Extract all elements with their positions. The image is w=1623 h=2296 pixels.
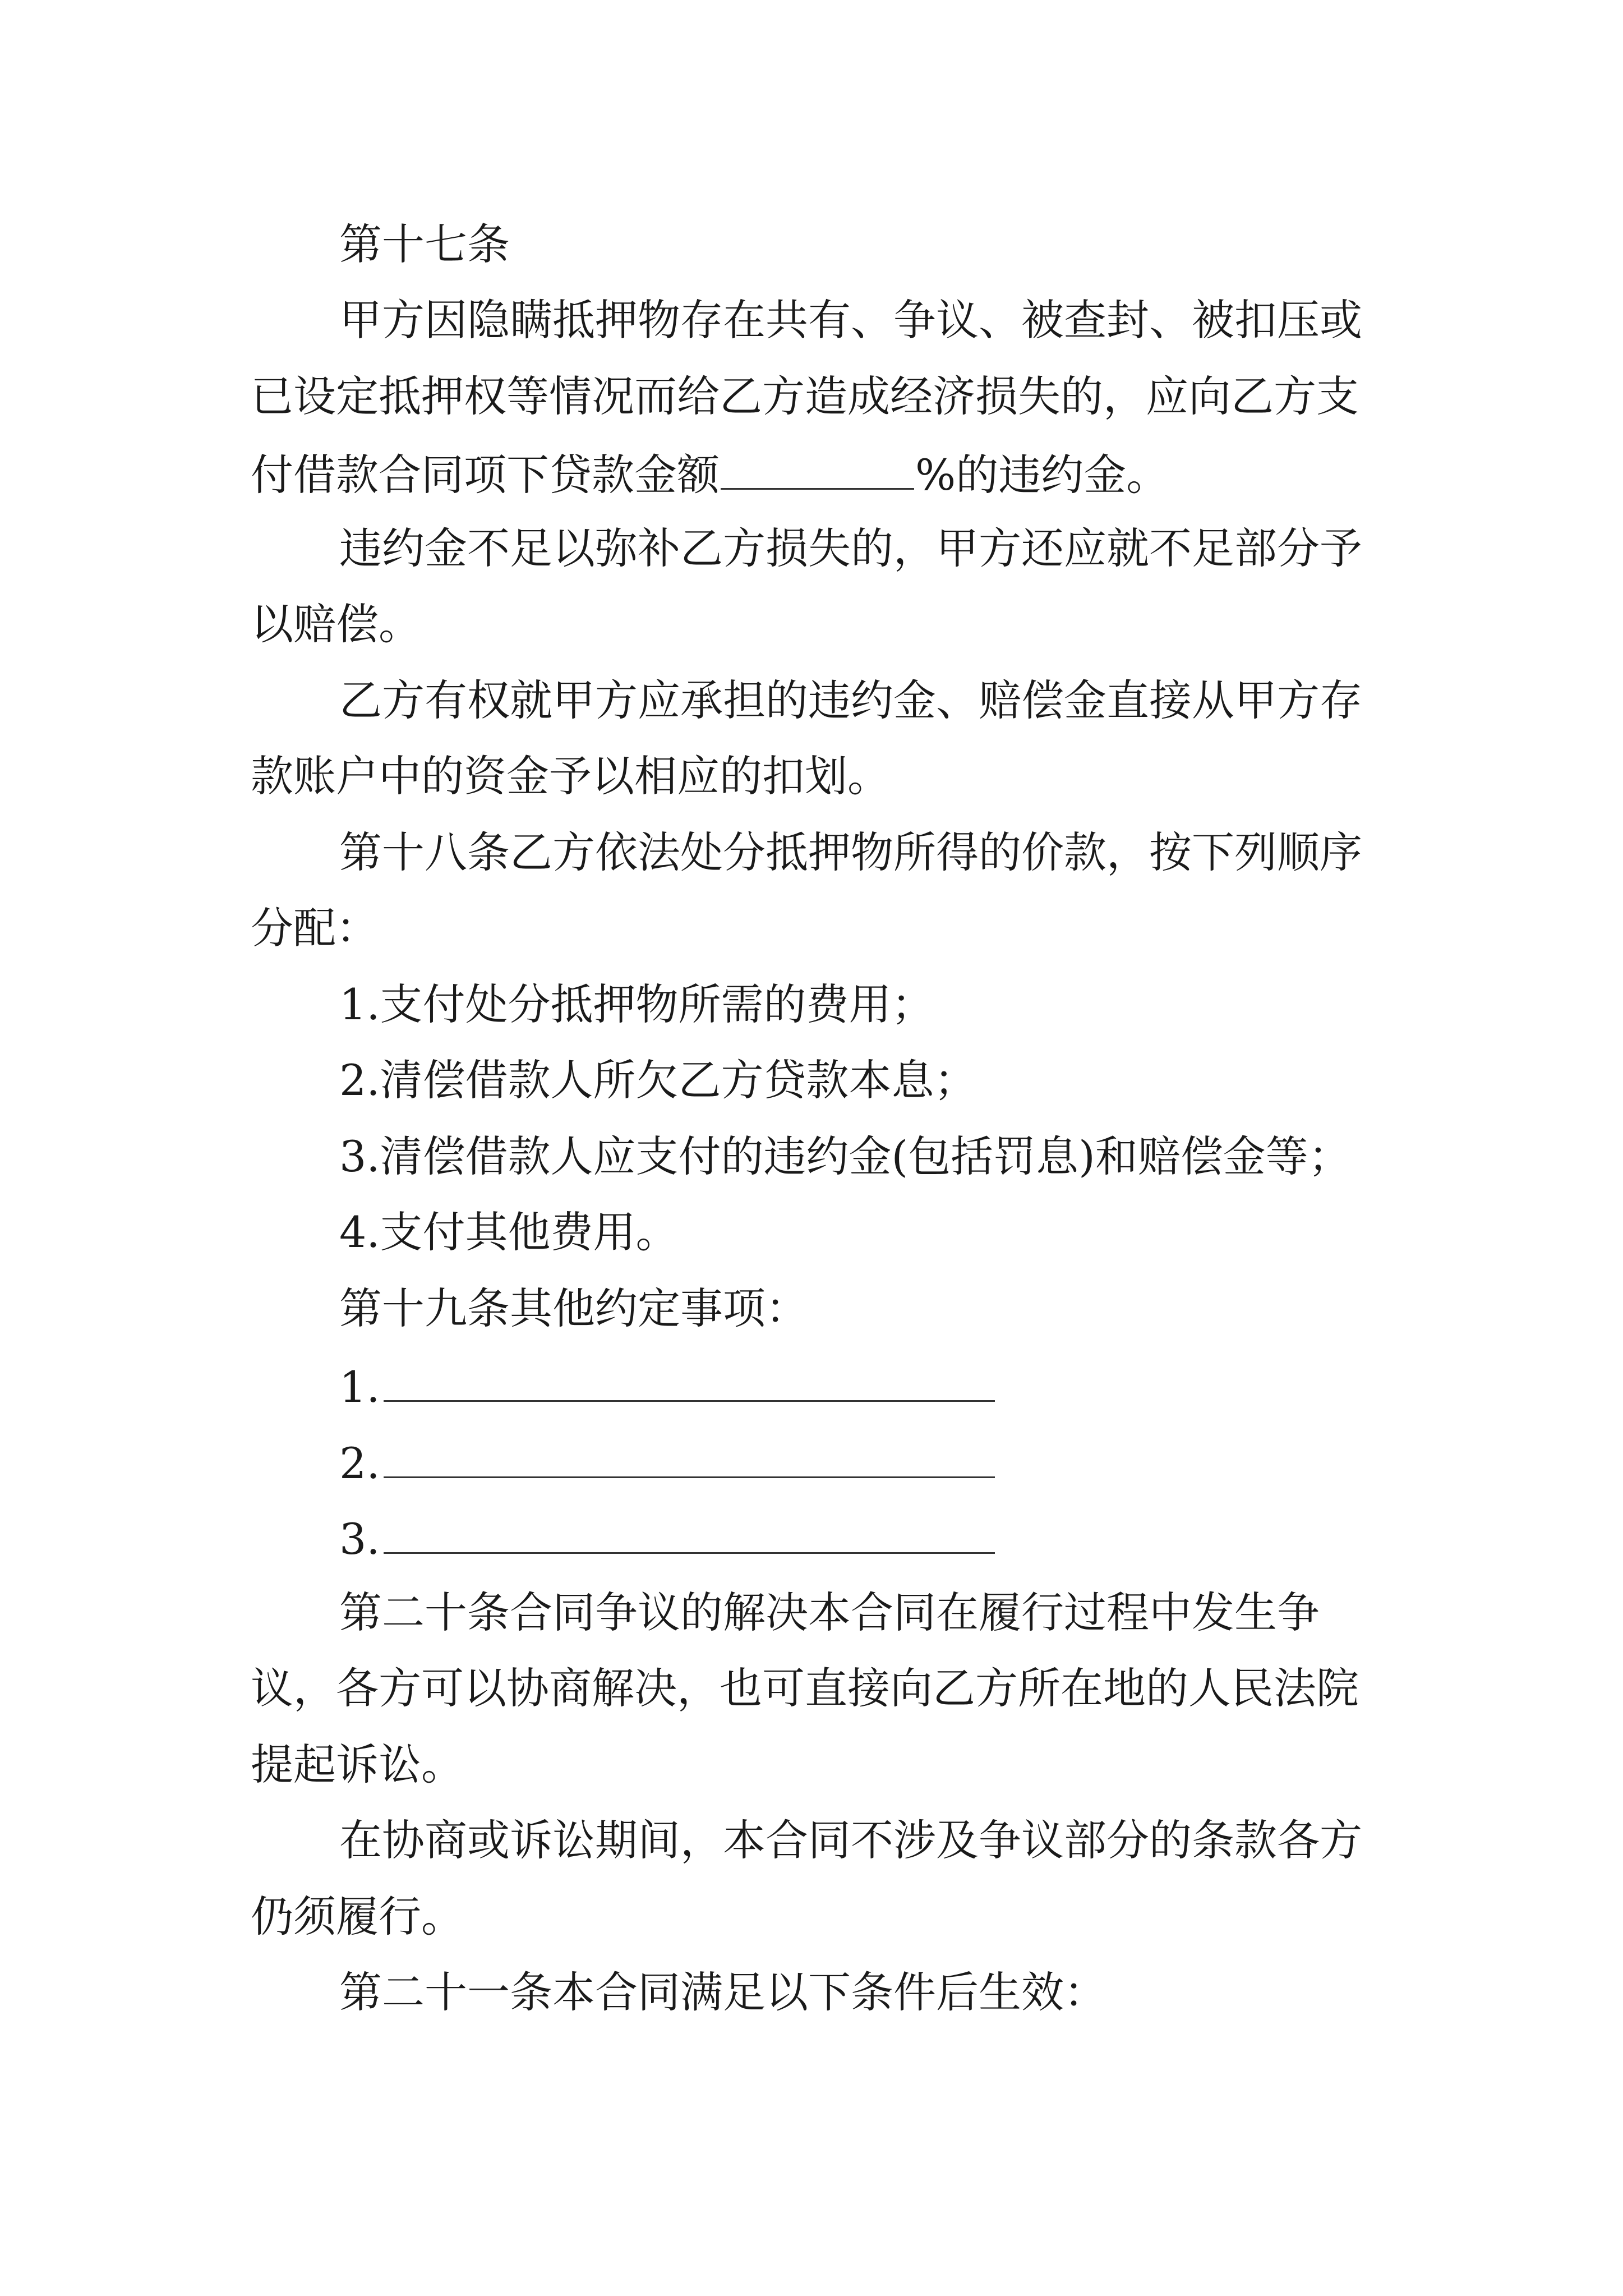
article-20-paragraph-2-line-1: 在协商或诉讼期间，本合同不涉及争议部分的条款各方 — [339, 1815, 1362, 1865]
article-18-item-3: 3.清偿借款人应支付的违约金(包括罚息)和赔偿金等； — [339, 1131, 1351, 1181]
fill-in-blank — [384, 1515, 995, 1554]
article-21-title: 第二十一条本合同满足以下条件后生效： — [339, 1967, 1106, 2017]
fill-in-blank — [384, 1363, 995, 1402]
fill-in-blank — [384, 1439, 995, 1478]
article-20-line-2: 议，各方可以协商解决，也可直接向乙方所在地的人民法院 — [251, 1663, 1359, 1713]
article-17-paragraph-1-line-1: 甲方因隐瞒抵押物存在共有、争议、被查封、被扣压或 — [339, 295, 1362, 345]
article-18-line-2: 分配： — [251, 903, 379, 953]
item-number: 1. — [339, 1362, 380, 1412]
article-18-item-2: 2.清偿借款人所欠乙方贷款本息； — [339, 1055, 977, 1105]
article-17-paragraph-1-line-2: 已设定抵押权等情况而给乙方造成经济损失的，应向乙方支 — [251, 371, 1359, 421]
article-17-paragraph-1-line-3 — [251, 450, 1169, 500]
percentage-blank — [721, 451, 914, 490]
article-17-text-before-blank: 付借款合同项下贷款金额 — [251, 450, 720, 500]
article-19-title: 第十九条其他约定事项： — [339, 1283, 808, 1333]
article-19-item-1 — [339, 1362, 995, 1412]
article-17-paragraph-3-line-1: 乙方有权就甲方应承担的违约金、赔偿金直接从甲方存 — [339, 675, 1362, 725]
article-17-text-after-blank: %的违约金。 — [915, 450, 1169, 500]
article-17-paragraph-2-line-2: 以赔偿。 — [251, 599, 421, 649]
article-18-item-4: 4.支付其他费用。 — [339, 1207, 679, 1257]
item-number: 3. — [339, 1514, 380, 1564]
article-17-paragraph-3-line-2: 款账户中的资金予以相应的扣划。 — [251, 751, 890, 801]
article-18-item-1: 1.支付处分抵押物所需的费用； — [339, 979, 934, 1029]
article-19-item-3 — [339, 1514, 995, 1564]
article-17-paragraph-2-line-1: 违约金不足以弥补乙方损失的，甲方还应就不足部分予 — [339, 523, 1362, 573]
article-20-line-1: 第二十条合同争议的解决本合同在履行过程中发生争 — [339, 1588, 1320, 1637]
item-number: 2. — [339, 1438, 380, 1488]
article-20-paragraph-2-line-2: 仍须履行。 — [251, 1892, 464, 1941]
article-19-item-2 — [339, 1438, 995, 1488]
article-20-line-3: 提起诉讼。 — [251, 1740, 464, 1789]
article-17-title: 第十七条 — [339, 219, 510, 269]
article-18-line-1: 第十八条乙方依法处分抵押物所得的价款，按下列顺序 — [339, 827, 1362, 877]
